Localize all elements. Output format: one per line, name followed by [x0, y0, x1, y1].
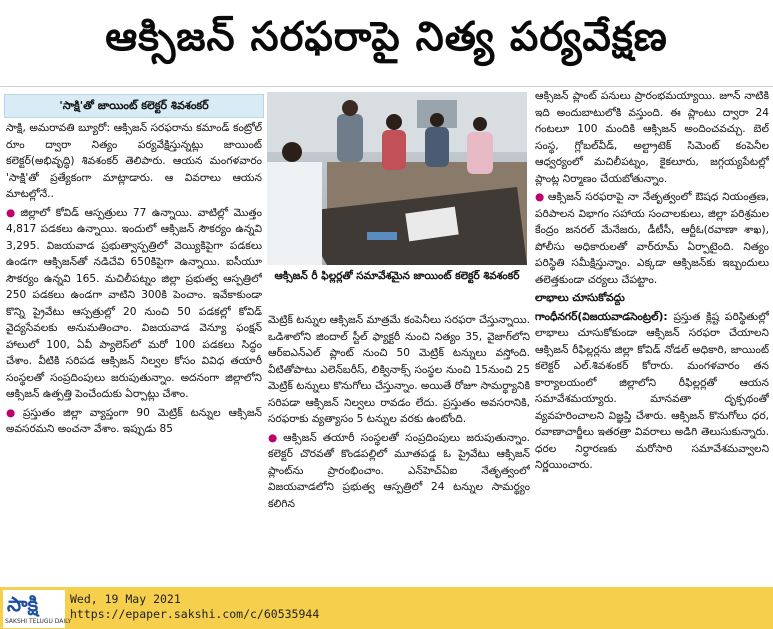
- article-column-1: [6, 120, 262, 585]
- article-column-2: [268, 312, 530, 585]
- bullet-icon: ●: [268, 431, 281, 444]
- bullet-icon: ●: [6, 206, 18, 219]
- article-column-3: [535, 88, 769, 585]
- sakshi-logo: [3, 590, 72, 628]
- headline-divider: [0, 86, 773, 87]
- logo-subtext: SAKSHI TELUGU DAILY: [5, 618, 72, 625]
- meeting-photo: [267, 92, 527, 265]
- bullet-icon: ●: [535, 191, 545, 203]
- paragraph: [268, 430, 530, 513]
- paragraph-text: ప్రస్తుత క్లిష్ట పరిస్థితుల్లో లాభాలు చూసుకోకుండా ఆక్సిజన్ సరఫరా చేయాలని ఆక్సిజన్ రీఫిల్లర్లను జిల్లా కోవిడ్ నోడల్ అధికారి, జాయింట్ కలెక్టర్ ఎల్.శివశంకర్ కోరారు. మంగళవారం తన కార్యాలయంలో జిల్లాలోని రీఫిల్లర్లతో ఆయన సమావేశమయ్యారు. మానవతా దృక్పథంతో వ్యవహరించాలని విజ్ఞప్తి చేశారు. ఆక్సిజన్ కొనుగోలు ధర, రవాణాచార్జీలు ఇతరత్రా వివరాలు అడిగి తెలుసుకున్నారు. ధరల నిర్ధారణకు మరోసారి సమావేశమవ్వాలని నిర్ణయించారు.: [535, 310, 769, 471]
- source-url[interactable]: https://epaper.sakshi.com/c/60535944: [70, 607, 320, 621]
- photo-caption: ఆక్సిజన్ రీ ఫిల్లర్లతో సమావేశమైన జాయింట్ కలెక్టర్ శివశంకర్: [274, 270, 520, 282]
- dateline: గాంధీనగర్(విజయవాడసెంట్రల్):: [535, 310, 668, 323]
- paragraph: [6, 405, 262, 438]
- publication-date: Wed, 19 May 2021: [70, 592, 181, 606]
- paragraph-text: ఆక్సిజన్ తయారీ సంస్థలతో సంప్రదింపులు జరుపుతున్నాం. కలెక్టర్ చొరవతో కొండపల్లిలో మూతపడ్డ ఓ ప్రైవేటు ఆక్సిజన్ ప్లాంట్‌ను ప్రారంభించాం. ఎన్‌హెచ్ఏఐ నేతృత్వంలో విజయవాడలోని ప్రభుత్వ ఆస్పత్రిలో 24 టన్నుల సామర్థ్యం కలిగిన: [268, 431, 530, 510]
- paragraph-text: జిల్లాలో కోవిడ్ ఆస్పత్రులు 77 ఉన్నాయి. వాటిల్లో మొత్తం 4,817 పడకలు ఉన్నాయి. ఇందులో ఆక్సిజన్ సౌకర్యం ఉన్నవి 3,295. విజయవాడ ప్రభుత్వాస్పత్రిలో వెయ్యికిపైగా పడకలు ఉండగా ఆక్సిజన్‌తో నడిచేవి 650కిపైగా ఉన్నాయి. ఐసీయూ సౌకర్యం ఉన్నవి 165. మచిలీపట్నం జిల్లా ప్రభుత్వ ఆస్పత్రిలో 250 పడకలు ఉండగా వాటిని 300కి పెంచాం. ఇవేకాకుండా కొన్ని ప్రైవేటు ఆస్పత్రుల్లో 20 నుంచి 50 పడకల్లో కోవిడ్ వైద్యసేవలకు అనుమతించాం. విజయవాడ వెన్యూ ఫంక్షన్ హాలులో 100, ఏవీ ప్యాలెస్‌లో మరో 100 పడకలు సిద్ధం చేశాం. వీటికి సరిపడ ఆక్సిజన్ నిల్వల కోసం వివిధ తయారీ సంస్థలతో సంప్రదింపులు జరుపుతున్నాం. అదనంగా జిల్లాలోని ఆక్సిజన్ ఉత్పత్తి పెంచేందుకు ఏర్పాట్లు చేశాం.: [6, 206, 262, 400]
- paragraph: [535, 189, 769, 288]
- kicker-banner: 'సాక్షి'తో జాయింట్ కలెక్టర్ శివశంకర్: [4, 94, 264, 118]
- paragraph: సాక్షి, అమరావతి బ్యూరో: ఆక్సిజన్ సరఫరాను కమాండ్ కంట్రోల్ రూం ద్వారా నిత్యం పర్యవేక్షిస్తున్నట్లు జాయింట్ కలెక్టర్(అభివృద్ధి) శివశంకర్ తెలిపారు. ఆయన మంగళవారం 'సాక్షి'తో ప్రత్యేకంగా మాట్లాడారు. ఆ వివరాలు ఆయన మాటల్లోనే..: [6, 122, 262, 200]
- paragraph-text: ఆక్సిజన్ సరఫరాపై నా నేతృత్వంలో ఔషధ నియంత్రణ, పరిపాలన విభాగం సహాయ సంచాలకులు, జిల్లా పరిశ్రమల కేంద్రం జనరల్ మేనేజరు, డీటీసీ, ఆర్టీఓ(రవాణా శాఖ), పోలీసు అధికారులతో వార్‌రూమ్ ఏర్పాటైంది. నిత్యం పరిస్థితి సమీక్షిస్తున్నాం. ఎక్కడా ఆక్సిజన్‌కు ఇబ్బందులు తలెత్తకుండా చర్యలు చేపట్టాం.: [535, 191, 769, 286]
- paragraph-text: ప్రస్తుతం జిల్లా వ్యాప్తంగా 90 మెట్రిక్ టన్నుల ఆక్సిజన్ అవసరమని అంచనా వేశాం. ఇప్పుడు 85: [6, 406, 262, 435]
- paragraph: మెట్రిక్ టన్నుల ఆక్సిజన్ మాత్రమే కంపెనీలు సరఫరా చేస్తున్నాయి. ఒడిశాలోని జిందాల్ స్టీల్ ఫ్యాక్టరీ నుంచి నిత్యం 35, వైజాగ్‌లోని ఆర్ఐఎన్ఎల్ ప్లాంట్ నుంచి 50 మెట్రిక్ టన్నులు వస్తోంది. వీటితోపాటు ఎలెన్‌బరీస్, లిక్వినాక్స్ సంస్థల నుంచి 15నుంచి 25 మెట్రిక్ టన్నులు కొనుగోలు చేస్తున్నాం. అయితే రోజూ సామర్థ్యానికి సరిపడా ఆక్సిజన్ నిల్వలు రావడం లేదు. ప్రస్తుతం అవసరానికి, సరఫరాకు వ్యత్యాసం 5 టన్నుల వరకు ఉంటోంది.: [268, 314, 530, 425]
- logo-text: సాక్షి: [7, 592, 39, 616]
- subheading: లాభాలు చూసుకోవద్దు: [535, 292, 625, 304]
- paragraph: [6, 205, 262, 403]
- paragraph: [535, 309, 769, 474]
- paragraph: ఆక్సిజన్ ప్లాంట్ పనులు ప్రారంభమయ్యాయి. జూన్ నాటికి ఇది అందుబాటులోకి వస్తుంది. ఈ ప్లాంటు ద్వారా 24 గంటలూ 100 మందికి ఆక్సిజన్ అందించవచ్చు. బెల్ సంస్థ, గ్లోబల్‌వీడ్, అల్ట్రాటెక్ సిమెంట్ కంపెనీల ఆధ్వర్యంలో మచిలీపట్నం, కైకలూరు, జగ్గయ్యపేటల్లో ప్లాంట్ల నిర్మాణం చేయబోతున్నాం.: [535, 90, 769, 185]
- headline: ఆక్సిజన్ సరఫరాపై నిత్య పర్యవేక్షణ: [105, 14, 668, 60]
- bullet-icon: ●: [6, 406, 20, 419]
